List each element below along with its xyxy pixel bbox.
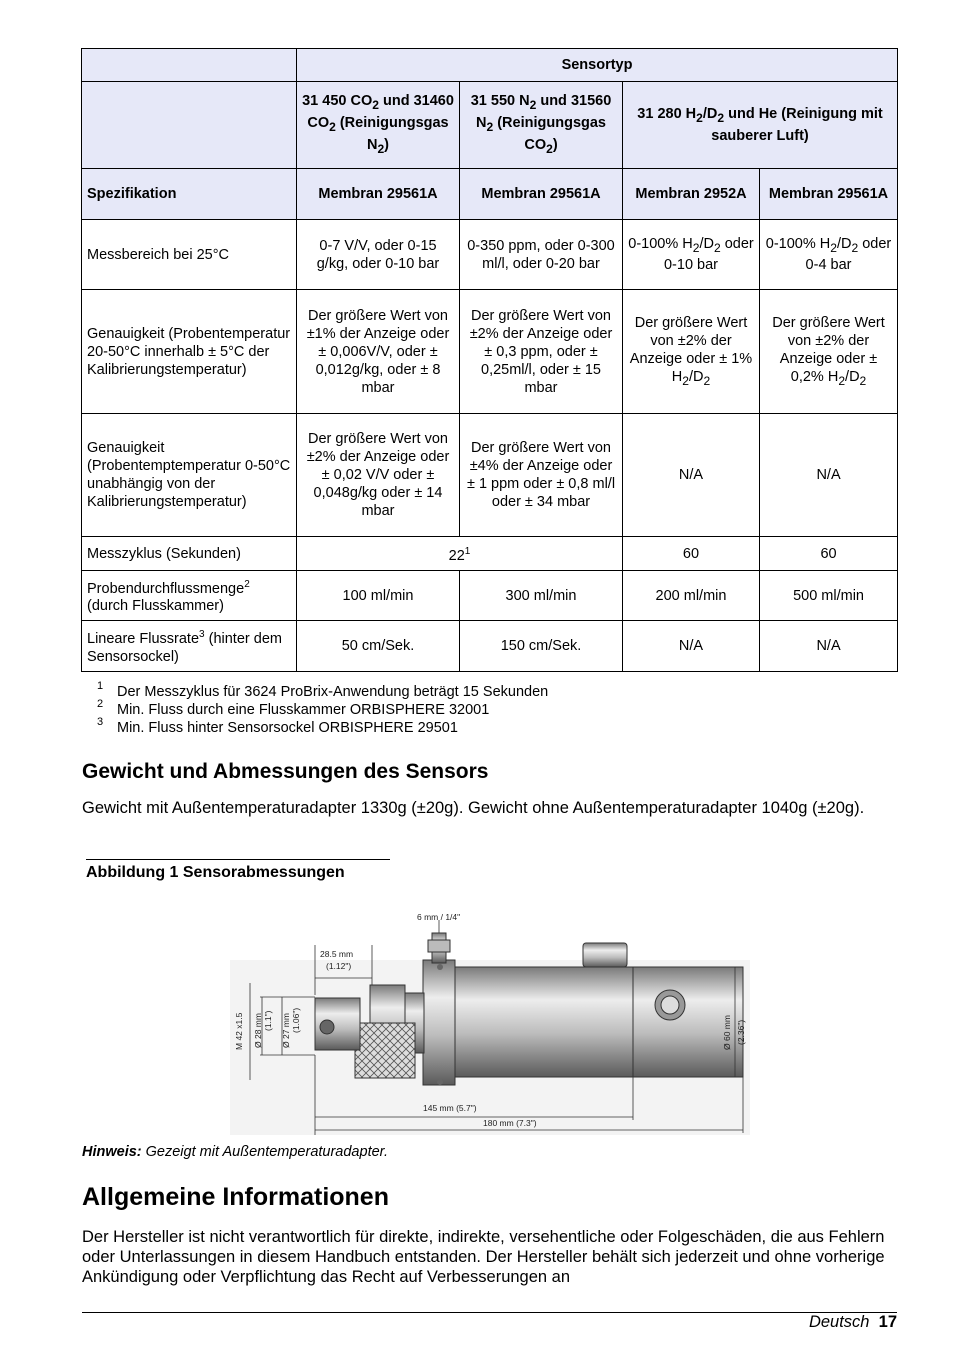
membrane-3: Membran 2952A [623, 169, 760, 220]
table-row [82, 571, 898, 621]
dim-27: Ø 27 mm [281, 1013, 291, 1048]
cell: N/A [760, 414, 898, 537]
dim-180: 180 mm (7.3") [483, 1118, 537, 1128]
table-row [82, 537, 898, 571]
cell: 50 cm/Sek. [297, 621, 460, 672]
membrane-2: Membran 29561A [460, 169, 623, 220]
dim-28-in: (1.1") [263, 1010, 273, 1031]
section-heading: Allgemeine Informationen [82, 1183, 389, 1211]
figure-caption: Abbildung 1 Sensorabmessungen [86, 859, 390, 882]
cell: 60 [623, 537, 760, 571]
dim-60: Ø 60 mm [722, 1015, 732, 1050]
membrane-4: Membran 29561A [760, 169, 898, 220]
knurled-nut [355, 1023, 415, 1078]
dim-28: Ø 28 mm [253, 1013, 263, 1048]
row-label: Messbereich bei 25°C [82, 220, 297, 290]
dim-27-in: (1.06") [291, 1007, 301, 1033]
specifications-table [81, 48, 898, 672]
cell: 500 ml/min [760, 571, 898, 621]
table-row [82, 290, 898, 414]
page-footer: Deutsch 17 [808, 1313, 897, 1331]
row-label: Messzyklus (Sekunden) [82, 537, 297, 571]
cell: 200 ml/min [623, 571, 760, 621]
row-label: Probendurchflussmenge$^2$ (durch Flusskammer) [82, 571, 297, 621]
cell: Der größere Wert von ±2% der Anzeige oder ± 1% $H_2/D_2$ [623, 290, 760, 414]
dim-thread: M 42 x1.5 [234, 1012, 244, 1050]
cell: 0-100% $H_2/D_2$ oder 0-10 bar [623, 220, 760, 290]
dim-145: 145 mm (5.7") [423, 1103, 477, 1113]
sensor-type-header: Sensortyp [297, 49, 898, 82]
cell: N/A [760, 621, 898, 672]
cell: N/A [623, 621, 760, 672]
spec-label: Spezifikation [82, 169, 297, 220]
cell: Der größere Wert von ±2% der Anzeige oder ± 0,2% $H_2/D_2$ [760, 290, 898, 414]
cell: 0-7 V/V, oder 0-15 g/kg, oder 0-10 bar [297, 220, 460, 290]
cell: 0-100% $H_2/D_2$ oder 0-4 bar [760, 220, 898, 290]
table-row [82, 621, 898, 672]
row-label: Lineare Flussrate$^3$ (hinter dem Sensorsockel) [82, 621, 297, 672]
cell: 300 ml/min [460, 571, 623, 621]
dim-60-in: (2.36") [736, 1019, 746, 1045]
sensor-body [455, 967, 633, 1077]
weight-paragraph: Gewicht mit Außentemperaturadapter 1330g (±20g). Gewicht ohne Außentemperaturadapter 1040g (±20g). [82, 799, 865, 817]
dim-fitting: 6 mm / 1/4" [417, 912, 461, 922]
dim-28-5: 28.5 mm [320, 949, 354, 959]
row-label: Genauigkeit (Probentemperatur 20-50°C innerhalb ± 5°C der Kalibrierungstemperatur) [82, 290, 297, 414]
sensor-type-h2: 31 280 $H_2/D_2$ und He (Reinigung mit sauberer Luft) [623, 82, 898, 169]
table-row [82, 414, 898, 537]
connector-top [583, 943, 627, 967]
section-heading: Gewicht und Abmessungen des Sensors [82, 760, 489, 783]
empty-header-cell [82, 82, 297, 169]
cell: 150 cm/Sek. [460, 621, 623, 672]
membrane-1: Membran 29561A [297, 169, 460, 220]
sensor-dimension-drawing [230, 905, 750, 1140]
footer-divider [82, 1312, 897, 1313]
sensor-type-n2: 31 550 $N_2$ und 31560 $N_2$ (Reinigungsgas $CO_2$) [460, 82, 623, 169]
cell: Der größere Wert von ±4% der Anzeige oder ± 1 ppm oder ± 0,8 ml/l oder ± 34 mbar [460, 414, 623, 537]
general-info-paragraph: Der Hersteller ist nicht verantwortlich für direkte, indirekte, versehentliche oder Folgeschäden, die aus Fehlern oder Unterlassungen in diesem Handbuch entstanden. Der Hersteller behält sich jederzeit und ohne vorherige Ankündigung oder Verpflichtung das Recht auf Verbesserungen an [82, 1228, 885, 1286]
empty-header-cell [82, 49, 297, 82]
figure-note: Hinweis: Gezeigt mit Außentemperaturadapter. [82, 1144, 388, 1160]
row-label: Genauigkeit (Probentemptemperatur 0-50°C unabhängig von der Kalibrierungstemperatur) [82, 414, 297, 537]
cell: 60 [760, 537, 898, 571]
cell: N/A [623, 414, 760, 537]
dim-28-5-in: (1.12") [326, 961, 352, 971]
cell: Der größere Wert von ±2% der Anzeige oder ± 0,02 V/V oder ± 0,048g/kg oder ± 14 mbar [297, 414, 460, 537]
cell: 0-350 ppm, oder 0-300 ml/l, oder 0-20 bar [460, 220, 623, 290]
cell: $22^1$ [297, 537, 623, 571]
table-row [82, 220, 898, 290]
cell: Der größere Wert von ±2% der Anzeige oder ± 0,3 ppm, oder ± 0,25ml/l, oder ± 15 mbar [460, 290, 623, 414]
sensor-type-co2: 31 450 $CO_2$ und 31460 $CO_2$ (Reinigungsgas $N_2$) [297, 82, 460, 169]
cell: Der größere Wert von ±1% der Anzeige oder ± 0,006V/V, oder ± 0,012g/kg, oder ± 8 mbar [297, 290, 460, 414]
cell: 100 ml/min [297, 571, 460, 621]
